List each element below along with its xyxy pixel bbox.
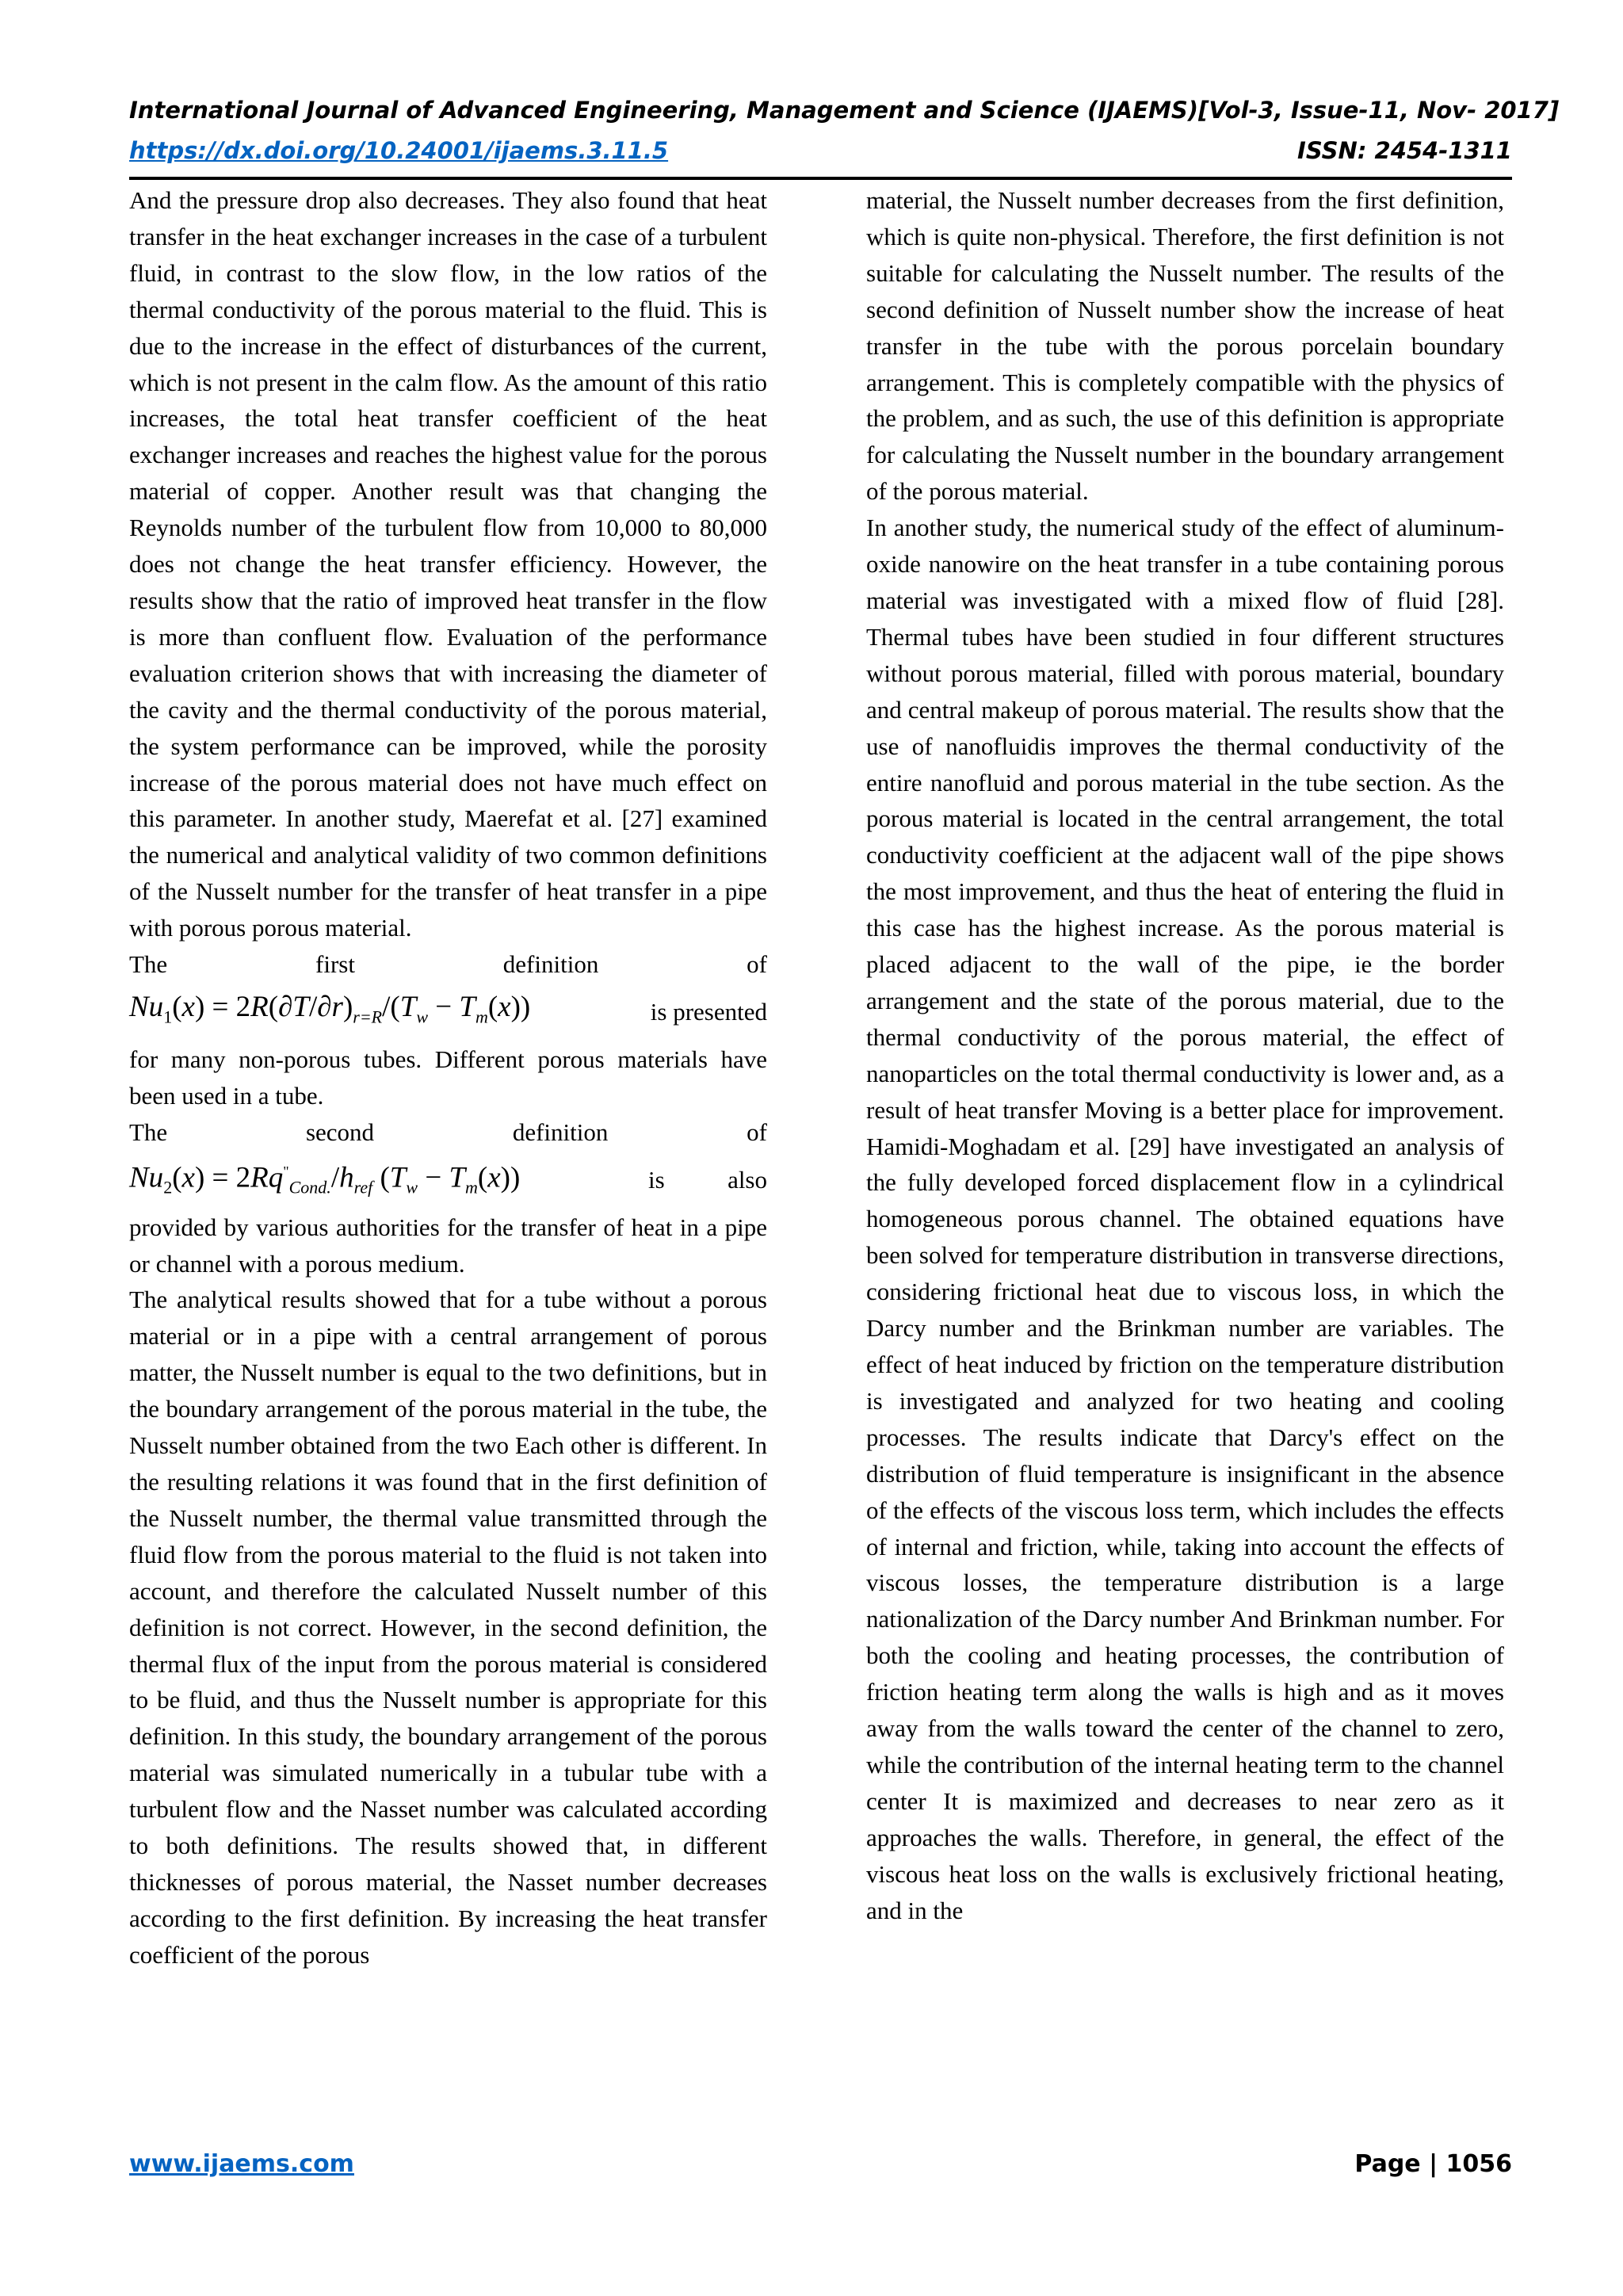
- def2-word: The: [129, 1117, 168, 1146]
- def1-word: The: [129, 950, 168, 979]
- def2-word: second: [305, 1117, 375, 1146]
- def2-tail-also: also: [727, 1165, 767, 1194]
- doi-link[interactable]: https://dx.doi.org/10.24001/ijaems.3.11.5: [129, 137, 669, 164]
- issn: ISSN: 2454-1311: [1297, 137, 1512, 164]
- left-column: [129, 182, 767, 1973]
- equation-1-line: [129, 983, 767, 1041]
- right-paragraph-2: In another study, the numerical study of the effect of aluminum-oxide nanowire on the heat transfer in a tube containing porous material was investigated with a mixed flow of fluid [28]. Thermal tubes have been studied in four different structures without porous material, filled with porous material, boundary and central makeup of porous material. The results show that the use of nanofluidis improves the thermal conductivity of the entire nanofluid and porous material in the tube section. As the porous material is located in the central arrangement, the total conductivity coefficient at the adjacent wall of the pipe shows the most improvement, and thus the heat of entering the fluid in this case has the highest increase. As the porous material is placed adjacent to the wall of the pipe, ie the border arrangement and the state of the porous material, due to the thermal conductivity of the porous material, the effect of nanoparticles on the total thermal conductivity is lower and, as a result of heat transfer Moving is a better place for improvement. Hamidi-Moghadam et al. [29] have investigated an analysis of the fully developed forced displacement flow in a cylindrical homogeneous porous channel. The obtained equations have been solved for temperature distribution in transverse directions, considering frictional heat due to viscous loss, in which the Darcy number and the Brinkman number are variables. The effect of heat induced by friction on the temperature distribution is investigated and analyzed for two heating and cooling processes. The results indicate that Darcy's effect on the distribution of fluid temperature is insignificant in the absence of the effects of the viscous loss term, which includes the effects of internal and friction, while, taking into account the effects of viscous losses, the temperature distribution is a large nationalization of the Darcy number And Brinkman number. For both the cooling and heating processes, the contribution of friction heating term along the walls is high and as it moves away from the walls toward the center of the channel to zero, while the contribution of the internal heating term to the channel center It is maximized and decreases to near zero as it approaches the walls. Therefore, in general, the effect of the viscous heat loss on the walls is exclusively frictional heating, and in the: [866, 514, 1504, 1924]
- right-paragraph-1: material, the Nusselt number decreases from the first definition, which is quite non-physical. Therefore, the first definition is not suitable for calculating the Nusselt number. The results of the second definition of Nusselt number show the increase of heat transfer in the tube with the porous porcelain boundary arrangement. This is completely compatible with the physics of the problem, and as such, the use of this definition is appropriate for calculating the Nusselt number in the boundary arrangement of the porous material.: [866, 186, 1504, 506]
- page-number: Page | 1056: [1354, 2150, 1512, 2178]
- def2-word: definition: [512, 1117, 609, 1146]
- right-column: [866, 182, 1504, 1929]
- def2-word: of: [747, 1117, 767, 1146]
- def2-tail: [648, 1162, 767, 1198]
- def1-tail: is presented: [650, 997, 767, 1026]
- left-paragraph-4: The analytical results showed that for a tube without a porous material or in a pipe with a central arrangement of porous matter, the Nusselt number is equal to the two definitions, but in the boundary arrangement of the porous material in the tube, the Nusselt number obtained from the two Each other is different. In the resulting relations it was found that in the first definition of the Nusselt number, the thermal value transmitted through the fluid flow from the porous material to the fluid is not taken into account, and therefore the calculated Nusselt number of this definition is not correct. However, in the second definition, the thermal flux of the input from the porous material is considered to be fluid, and thus the Nusselt number is appropriate for this definition. In this study, the boundary arrangement of the porous material was simulated numerically in a tubular tube with a turbulent flow and the Nasset number was calculated according to both definitions. The results showed that, in different thicknesses of porous material, the Nasset number decreases according to the first definition. By increasing the heat transfer coefficient of the porous: [129, 1286, 767, 1969]
- definition-1-intro: [129, 946, 767, 983]
- def1-word: of: [747, 950, 767, 979]
- def1-word: first: [315, 950, 355, 979]
- header-row-2: [129, 137, 1512, 164]
- volume-issue: [Vol-3, Issue-11, Nov- 2017]: [1198, 97, 1560, 124]
- header-row-1: [129, 97, 1560, 124]
- nusselt-equation-2: $Nu_2(x) = 2Rq^"_{Cond.}/h_{ref}$ $(T_w - T_m(x))$: [129, 1161, 521, 1198]
- equation-2-line: [129, 1151, 767, 1209]
- journal-title: International Journal of Advanced Engineering, Management and Science (IJAEMS): [129, 97, 1199, 124]
- definition-2-intro: [129, 1114, 767, 1151]
- left-paragraph-2: for many non-porous tubes. Different porous materials have been used in a tube.: [129, 1045, 767, 1110]
- left-paragraph-3: provided by various authorities for the transfer of heat in a pipe or channel with a porous medium.: [129, 1213, 767, 1278]
- def1-word: definition: [502, 950, 599, 979]
- def2-tail-is: is: [648, 1165, 665, 1194]
- left-paragraph-1: And the pressure drop also decreases. They also found that heat transfer in the heat exchanger increases in the case of a turbulent fluid, in contrast to the slow flow, in the low ratios of the thermal conductivity of the porous material to the fluid. This is due to the increase in the effect of disturbances of the current, which is not present in the calm flow. As the amount of this ratio increases, the total heat transfer coefficient of the heat exchanger increases and reaches the highest value for the porous material of copper. Another result was that changing the Reynolds number of the turbulent flow from 10,000 to 80,000 does not change the heat transfer efficiency. However, the results show that the ratio of improved heat transfer in the flow is more than confluent flow. Evaluation of the performance evaluation criterion shows that with increasing the diameter of the cavity and the thermal conductivity of the porous material, the system performance can be improved, while the porosity increase of the porous material does not have much effect on this parameter. In another study, Maerefat et al. [27] examined the numerical and analytical validity of two common definitions of the Nusselt number for the transfer of heat transfer in a pipe with porous porous material.: [129, 186, 767, 942]
- website-link[interactable]: www.ijaems.com: [129, 2150, 354, 2178]
- nusselt-equation-1: $Nu_1(x) = 2R(\partial T/\partial r)_{r=R}/(T_w - T_m(x))$: [129, 990, 531, 1027]
- header-divider: [129, 177, 1512, 180]
